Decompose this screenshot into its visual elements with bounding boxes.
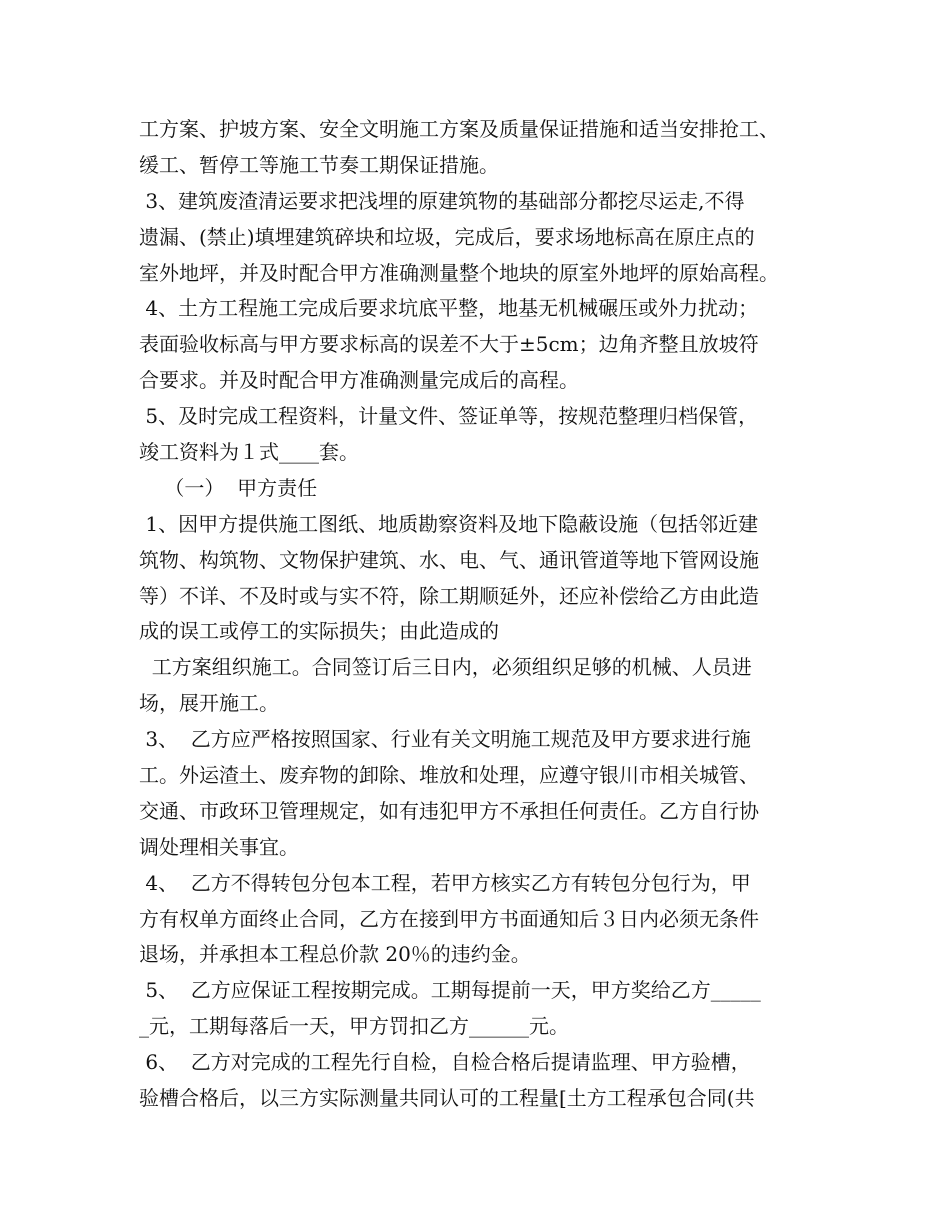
text-line-content: 4、 乙方不得转包分包本工程，若甲方核实乙方有转包分包行为，甲: [139, 870, 751, 895]
text-line-content: _元，工期每落后一天，甲方罚扣乙方______元。: [139, 1014, 569, 1039]
section-heading: [139, 471, 829, 507]
text-line-content: 退场，并承担本工程总价款 20％的违约金。: [139, 942, 531, 967]
text-line-content: 工。外运渣土、废弃物的卸除、堆放和处理，应遵守银川市相关城管、: [139, 763, 759, 788]
text-line: [139, 722, 829, 758]
text-line: [139, 579, 829, 615]
text-line: [139, 794, 829, 830]
text-line: [139, 220, 829, 256]
text-line: [139, 614, 829, 650]
text-line: [139, 112, 829, 148]
text-line-content: 3、建筑废渣清运要求把浅埋的原建筑物的基础部分都挖尽运走,不得: [139, 188, 745, 213]
text-line-content: 表面验收标高与甲方要求标高的误差不大于±5cm；边角齐整且放坡符: [139, 332, 759, 357]
text-line: [139, 291, 829, 327]
text-line: [139, 650, 829, 686]
text-line-content: 室外地坪，并及时配合甲方准确测量整个地块的原室外地坪的原始高程。: [139, 260, 779, 285]
text-line: [139, 1009, 829, 1045]
text-line-content: 3、 乙方应严格按照国家、行业有关文明施工规范及甲方要求进行施: [139, 727, 751, 752]
text-line-content: 交通、市政环卫管理规定，如有违犯甲方不承担任何责任。乙方自行协: [139, 798, 759, 823]
text-line-content: 验槽合格后，以三方实际测量共同认可的工程量[土方工程承包合同(共: [139, 1086, 755, 1111]
text-line-content: 6、 乙方对完成的工程先行自检，自检合格后提请监理、甲方验槽，: [139, 1050, 751, 1075]
text-line: [139, 256, 829, 292]
text-line-content: 调处理相关事宜。: [139, 834, 299, 859]
text-line: [139, 758, 829, 794]
text-line-content: 成的误工或停工的实际损失；由此造成的: [139, 619, 499, 644]
text-line: [139, 973, 829, 1009]
text-line: [139, 902, 829, 938]
text-line: [139, 399, 829, 435]
text-line: [139, 327, 829, 363]
text-line: [139, 830, 829, 866]
text-line: [139, 363, 829, 399]
text-line-content: 5、及时完成工程资料，计量文件、签证单等，按规范整理归档保管，: [139, 404, 759, 429]
text-line-content: 等）不详、不及时或与实不符，除工期顺延外，还应补偿给乙方由此造: [139, 583, 759, 608]
text-line-content: 筑物、构筑物、文物保护建筑、水、电、气、通讯管道等地下管网设施: [139, 547, 759, 572]
text-line: [139, 507, 829, 543]
text-line-content: 4、土方工程施工完成后要求坑底平整，地基无机械碾压或外力扰动；: [139, 296, 759, 321]
text-line: [139, 937, 829, 973]
text-line: [139, 686, 829, 722]
text-line-content: 工方案、护坡方案、安全文明施工方案及质量保证措施和适当安排抢工、: [139, 117, 779, 141]
text-line: [139, 866, 829, 902]
text-line-content: 场，展开施工。: [139, 691, 279, 716]
section-heading-text: （一） 甲方责任: [139, 475, 318, 500]
text-line: [139, 1045, 829, 1081]
text-line-content: 方有权单方面终止合同，乙方在接到甲方书面通知后３日内必须无条件: [139, 906, 759, 931]
text-line-content: 竣工资料为１式____套。: [139, 440, 359, 465]
text-line: [139, 435, 829, 471]
text-line-content: 工方案组织施工。合同签订后三日内，必须组织足够的机械、人员进: [139, 655, 752, 680]
text-line-content: 1、因甲方提供施工图纸、地质勘察资料及地下隐蔽设施（包括邻近建: [139, 511, 759, 536]
document-body: [139, 112, 829, 1117]
text-line-content: 缓工、暂停工等施工节奏工期保证措施。: [139, 152, 499, 177]
text-line: [139, 543, 829, 579]
text-line: [139, 184, 829, 220]
text-line-content: 5、 乙方应保证工程按期完成。工期每提前一天，甲方奖给乙方_____: [139, 978, 761, 1003]
text-line: [139, 1081, 829, 1117]
text-line-content: 遗漏、(禁止)填埋建筑碎块和垃圾，完成后，要求场地标高在原庄点的: [139, 224, 755, 249]
text-line: [139, 148, 829, 184]
text-line-content: 合要求。并及时配合甲方准确测量完成后的高程。: [139, 368, 579, 393]
